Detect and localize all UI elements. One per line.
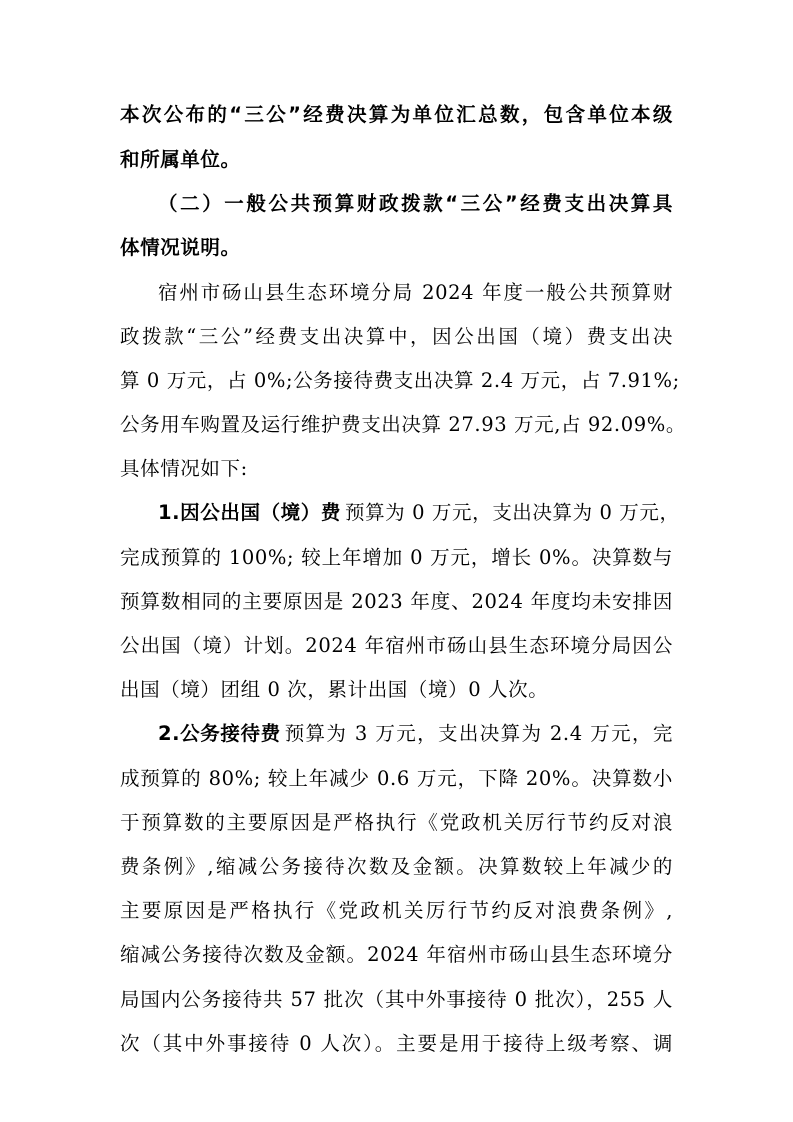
paragraph-line: 本次公布的“三公”经费决算为单位汇总数，包含单位本级: [120, 103, 673, 126]
paragraph-line: 宿州市砀山县生态环境分局 2024 年度一般公共预算财: [158, 281, 673, 304]
paragraph-line: 成预算的 80%; 较上年减少 0.6 万元，下降 20%。决算数小: [120, 767, 673, 790]
paragraph-line: 主要原因是严格执行《党政机关厉行节约反对浪费条例》,: [120, 899, 673, 922]
paragraph-line: 政拨款“三公”经费支出决算中，因公出国（境）费支出决: [120, 325, 673, 348]
item-text: 预算为 0 万元，支出决算为 0 万元，: [344, 501, 680, 524]
paragraph-line: 次（其中外事接待 0 人次）。主要是用于接待上级考察、调: [120, 1032, 673, 1055]
item-heading: 1.因公出国（境）费: [158, 501, 341, 524]
paragraph-line: 费条例》,缩减公务接待次数及金额。决算数较上年减少的: [120, 855, 673, 878]
paragraph-line: 完成预算的 100%; 较上年增加 0 万元，增长 0%。决算数与: [120, 546, 673, 569]
paragraph-line: 公出国（境）计划。2024 年宿州市砀山县生态环境分局因公: [120, 634, 673, 657]
paragraph-line: 局国内公务接待共 57 批次（其中外事接待 0 批次），255 人: [120, 988, 673, 1011]
paragraph-line: [158, 498, 680, 528]
paragraph-line: 缩减公务接待次数及金额。2024 年宿州市砀山县生态环境分: [120, 943, 673, 966]
paragraph-line: 预算数相同的主要原因是 2023 年度、2024 年度均未安排因: [120, 590, 673, 613]
paragraph-line: 出国（境）团组 0 次，累计出国（境）0 人次。: [120, 678, 549, 701]
paragraph-line: 于预算数的主要原因是严格执行《党政机关厉行节约反对浪: [120, 811, 673, 834]
section-heading: （二）一般公共预算财政拨款“三公”经费支出决算具: [158, 192, 673, 215]
item-text: 预算为 3 万元，支出决算为 2.4 万元，完: [284, 722, 673, 745]
paragraph-line: 具体情况如下:: [120, 457, 248, 480]
paragraph-line: 公务用车购置及运行维护费支出决算 27.93 万元,占 92.09%。: [120, 413, 686, 436]
paragraph-line: 算 0 万元，占 0%;公务接待费支出决算 2.4 万元，占 7.91%;: [120, 369, 680, 392]
item-heading: 2.公务接待费: [158, 722, 281, 745]
paragraph-line: [158, 719, 673, 749]
paragraph-line: 和所属单位。: [120, 148, 241, 171]
section-heading: 体情况说明。: [120, 236, 241, 259]
